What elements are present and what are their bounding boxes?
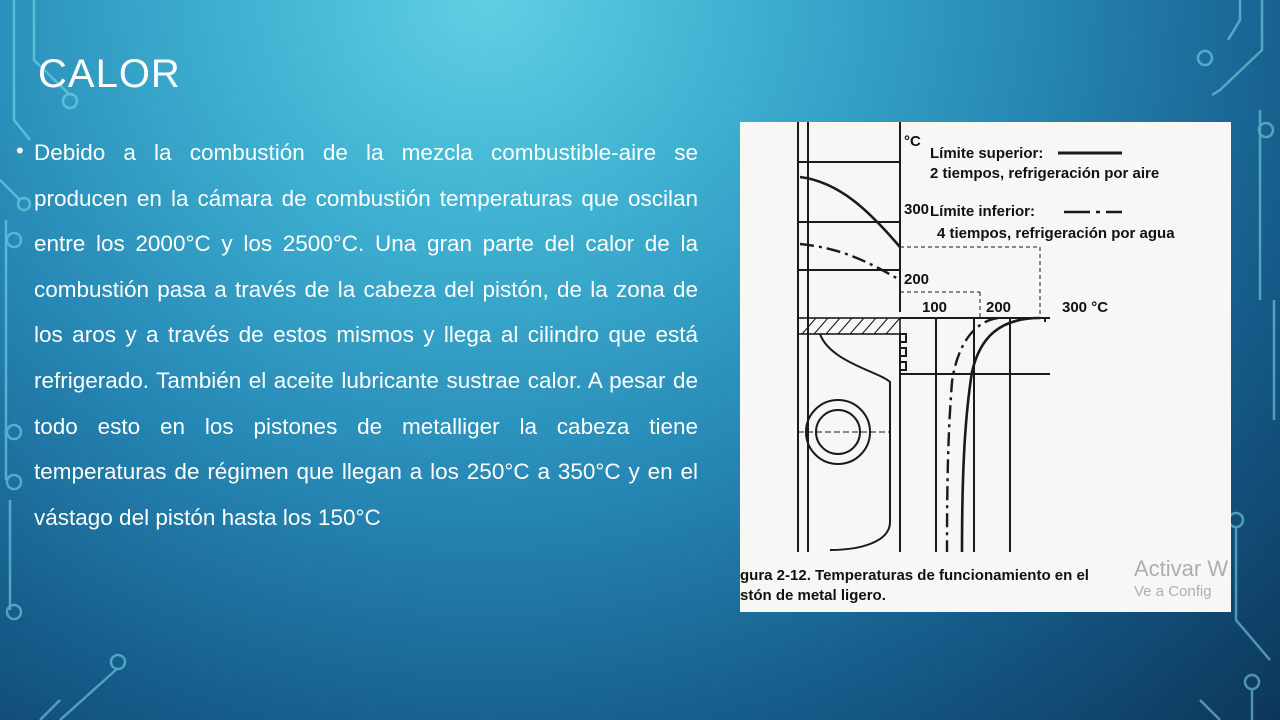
bullet-icon: • [16,138,24,163]
x-tick-300: 300 °C [1062,299,1109,316]
legend-upper-label: Límite superior: [930,145,1044,162]
x-tick-200: 200 [986,299,1012,316]
slide-title: CALOR [38,52,181,96]
piston-diagram [740,122,1231,562]
caption-line-2: stón de metal ligero. [740,587,886,604]
activation-watermark [1134,556,1228,602]
legend-lower-label: Límite inferior: [930,203,1036,220]
y-tick-200: 200 [904,271,930,288]
legend-upper-desc: 2 tiempos, refrigeración por aire [930,165,1160,182]
piston-temperature-figure [740,122,1231,612]
legend-lower-desc: 4 tiempos, refrigeración por agua [937,225,1175,242]
x-tick-100: 100 [922,299,948,316]
y-tick-300: 300 [904,201,930,218]
watermark-line-1: Activar W [1134,556,1229,581]
slide-body-text: Debido a la combustión de la mezcla combustible-aire se producen en la cámara de combustión temperaturas que oscilan entre los 2000°C y los 2500°C. Una gran parte del calor de la combustión pasa a través de la cabeza del pistón, de la zona de los aros y a través de estos mismos y llega al cilindro que está refrigerado. También el aceite lubricante sustrae calor. A pesar de todo esto en los pistones de metalliger la cabeza tiene temperaturas de régimen que llegan a los 250°C a 350°C y en el vástago del pistón hasta los 150°C [34,140,698,530]
caption-line-1: gura 2-12. Temperaturas de funcionamiento en el [740,567,1089,584]
unit-top-label: °C [904,133,921,150]
watermark-line-2: Ve a Config [1134,583,1212,600]
